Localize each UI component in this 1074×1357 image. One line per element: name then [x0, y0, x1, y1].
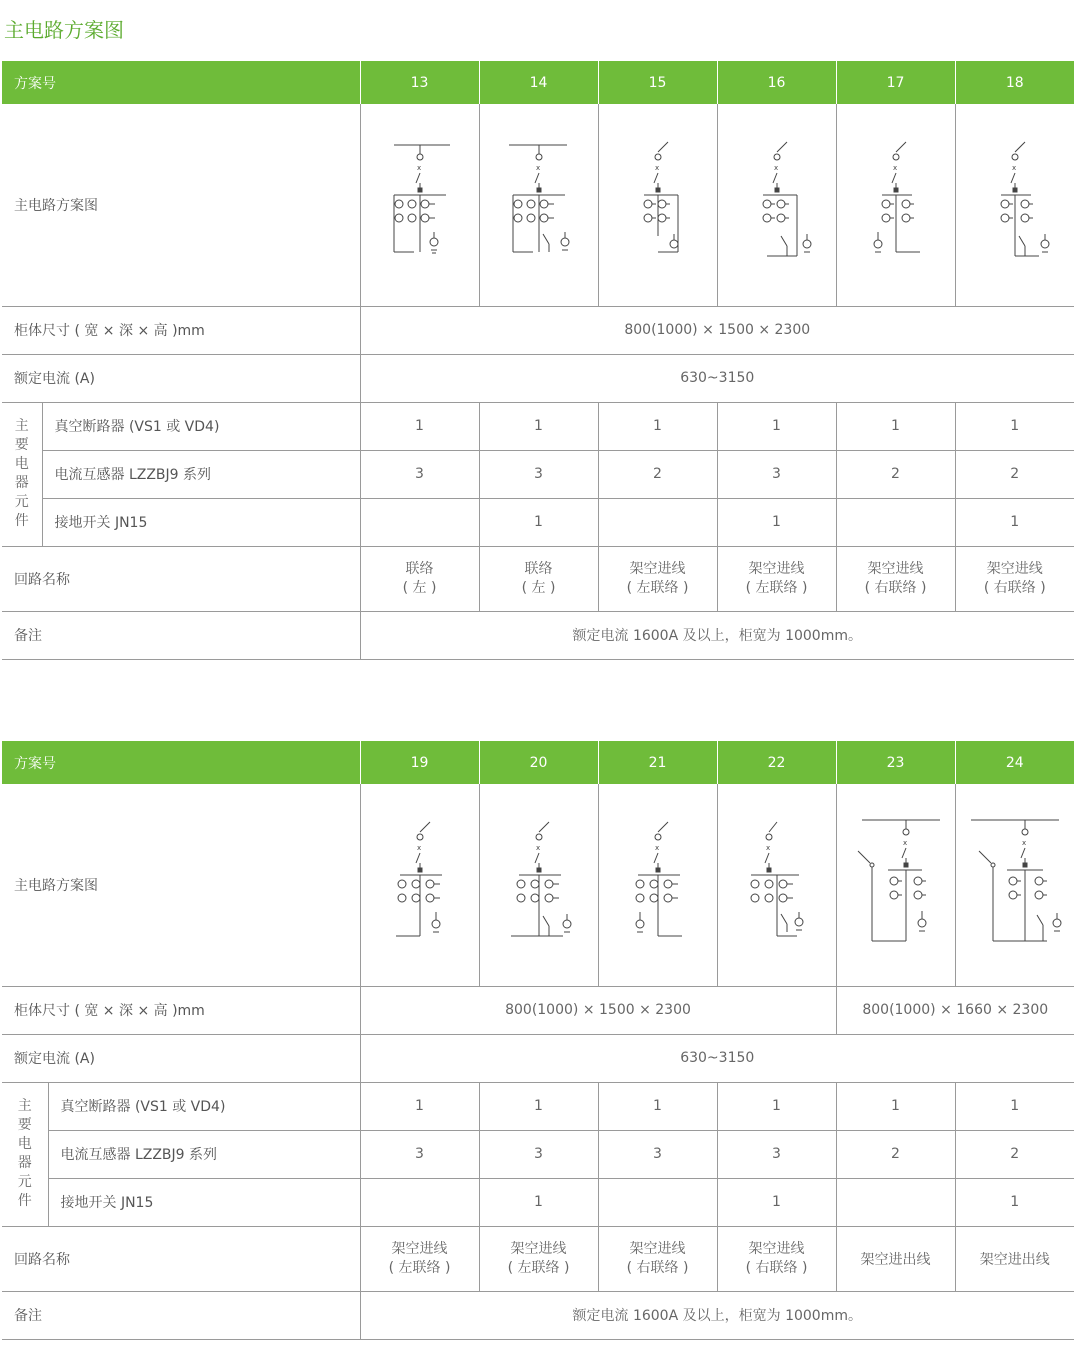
component-value: 1 [717, 498, 836, 546]
component-value: 1 [955, 1178, 1074, 1226]
current-label: 额定电流 (A) [2, 1034, 360, 1082]
svg-text:x: x [1021, 838, 1026, 847]
current-row [2, 354, 1074, 402]
note-value: 额定电流 1600A 及以上，柜宽为 1000mm。 [360, 611, 1074, 659]
current-row [2, 1034, 1074, 1082]
component-value [836, 498, 955, 546]
circuit-name: 架空进线 ( 左联络 ) [598, 546, 717, 611]
circuit-name: 架空进线 ( 左联络 ) [360, 1226, 479, 1291]
component-value: 2 [836, 450, 955, 498]
circuit-name: 架空进线 ( 左联络 ) [717, 546, 836, 611]
diagram-row [2, 784, 1074, 986]
component-value [360, 1178, 479, 1226]
note-label: 备注 [2, 611, 360, 659]
component-value: 3 [360, 1130, 479, 1178]
scheme-number-label: 方案号 [2, 741, 360, 784]
svg-text:x: x [902, 838, 907, 847]
circuit-name: 架空进出线 [955, 1226, 1074, 1291]
component-row [2, 1178, 1074, 1226]
components-group-label: 主 要 电 器 元 件 [2, 1082, 48, 1226]
circuit-diagram [955, 104, 1074, 306]
component-value: 1 [955, 498, 1074, 546]
scheme-number: 21 [598, 741, 717, 784]
component-label: 电流互感器 LZZBJ9 系列 [48, 1130, 360, 1178]
circuit-diagram [717, 784, 836, 986]
scheme-number: 17 [836, 61, 955, 104]
svg-text:x: x [535, 843, 540, 852]
circuit-name-row [2, 546, 1074, 611]
size-value: 800(1000) × 1500 × 2300 [360, 306, 1074, 354]
scheme-number: 20 [479, 741, 598, 784]
svg-text:x: x [773, 163, 778, 172]
size-value: 800(1000) × 1660 × 2300 [836, 986, 1074, 1034]
circuit-diagram [360, 104, 479, 306]
circuit-name: 架空进线 ( 右联络 ) [955, 546, 1074, 611]
circuit-name: 架空进线 ( 右联络 ) [836, 546, 955, 611]
size-value: 800(1000) × 1500 × 2300 [360, 986, 836, 1034]
scheme-number: 14 [479, 61, 598, 104]
current-value: 630~3150 [360, 354, 1074, 402]
component-label: 接地开关 JN15 [48, 1178, 360, 1226]
circuit-name: 架空进线 ( 右联络 ) [717, 1226, 836, 1291]
circuit-name-label: 回路名称 [2, 546, 360, 611]
scheme-number: 18 [955, 61, 1074, 104]
component-label: 电流互感器 LZZBJ9 系列 [42, 450, 360, 498]
component-row [2, 498, 1074, 546]
component-value: 2 [598, 450, 717, 498]
component-value: 2 [955, 1130, 1074, 1178]
component-value: 1 [836, 1082, 955, 1130]
note-value: 额定电流 1600A 及以上，柜宽为 1000mm。 [360, 1291, 1074, 1339]
current-value: 630~3150 [360, 1034, 1074, 1082]
component-value [836, 1178, 955, 1226]
note-label: 备注 [2, 1291, 360, 1339]
component-value: 1 [479, 498, 598, 546]
component-value: 2 [836, 1130, 955, 1178]
diagram-row [2, 104, 1074, 306]
size-row [2, 306, 1074, 354]
component-value [360, 498, 479, 546]
size-label: 柜体尺寸 ( 宽 × 深 × 高 )mm [2, 306, 360, 354]
component-row [2, 450, 1074, 498]
component-row [2, 1130, 1074, 1178]
circuit-name-label: 回路名称 [2, 1226, 360, 1291]
page-title: 主电路方案图 [4, 18, 124, 42]
component-value: 3 [479, 450, 598, 498]
circuit-diagram [717, 104, 836, 306]
component-value: 3 [717, 1130, 836, 1178]
circuit-name-row [2, 1226, 1074, 1291]
scheme-number-label: 方案号 [2, 61, 360, 104]
component-value: 3 [479, 1130, 598, 1178]
circuit-diagram [598, 784, 717, 986]
scheme-number: 23 [836, 741, 955, 784]
component-value: 1 [479, 402, 598, 450]
svg-text:x: x [654, 843, 659, 852]
header-row [2, 741, 1074, 784]
circuit-name: 联络 ( 左 ) [479, 546, 598, 611]
circuit-name: 架空进出线 [836, 1226, 955, 1291]
component-label: 真空断路器 (VS1 或 VD4) [48, 1082, 360, 1130]
circuit-diagram [598, 104, 717, 306]
circuit-diagram [836, 784, 955, 986]
header-row [2, 61, 1074, 104]
component-value: 1 [360, 402, 479, 450]
note-row [2, 611, 1074, 659]
component-value: 1 [598, 1082, 717, 1130]
note-row [2, 1291, 1074, 1339]
current-label: 额定电流 (A) [2, 354, 360, 402]
component-row [2, 402, 1074, 450]
svg-text:x: x [892, 163, 897, 172]
scheme-number: 16 [717, 61, 836, 104]
component-value: 1 [955, 1082, 1074, 1130]
scheme-number: 22 [717, 741, 836, 784]
component-value: 1 [717, 1178, 836, 1226]
scheme-number: 15 [598, 61, 717, 104]
scheme-table-1 [2, 61, 1074, 660]
component-value: 3 [598, 1130, 717, 1178]
component-value: 3 [360, 450, 479, 498]
component-value: 2 [955, 450, 1074, 498]
circuit-name: 联络 ( 左 ) [360, 546, 479, 611]
component-value: 1 [360, 1082, 479, 1130]
svg-text:x: x [654, 163, 659, 172]
circuit-diagram [479, 784, 598, 986]
diagram-label: 主电路方案图 [2, 104, 360, 306]
size-row [2, 986, 1074, 1034]
component-value: 1 [479, 1178, 598, 1226]
scheme-number: 13 [360, 61, 479, 104]
diagram-label: 主电路方案图 [2, 784, 360, 986]
component-value: 1 [717, 402, 836, 450]
circuit-diagram [955, 784, 1074, 986]
svg-text:x: x [1011, 163, 1016, 172]
scheme-number: 19 [360, 741, 479, 784]
circuit-diagram [479, 104, 598, 306]
component-value: 1 [598, 402, 717, 450]
svg-text:x: x [416, 843, 421, 852]
scheme-table-2 [2, 741, 1074, 1340]
component-value [598, 1178, 717, 1226]
component-value [598, 498, 717, 546]
component-value: 1 [836, 402, 955, 450]
scheme-number: 24 [955, 741, 1074, 784]
component-value: 3 [717, 450, 836, 498]
circuit-diagram [360, 784, 479, 986]
svg-text:x: x [765, 843, 770, 852]
circuit-diagram [836, 104, 955, 306]
component-label: 接地开关 JN15 [42, 498, 360, 546]
svg-text:x: x [416, 163, 421, 172]
component-value: 1 [717, 1082, 836, 1130]
component-row [2, 1082, 1074, 1130]
circuit-name: 架空进线 ( 左联络 ) [479, 1226, 598, 1291]
circuit-name: 架空进线 ( 右联络 ) [598, 1226, 717, 1291]
component-value: 1 [955, 402, 1074, 450]
svg-text:x: x [535, 163, 540, 172]
component-label: 真空断路器 (VS1 或 VD4) [42, 402, 360, 450]
component-value: 1 [479, 1082, 598, 1130]
components-group-label: 主 要 电 器 元 件 [2, 402, 42, 546]
size-label: 柜体尺寸 ( 宽 × 深 × 高 )mm [2, 986, 360, 1034]
